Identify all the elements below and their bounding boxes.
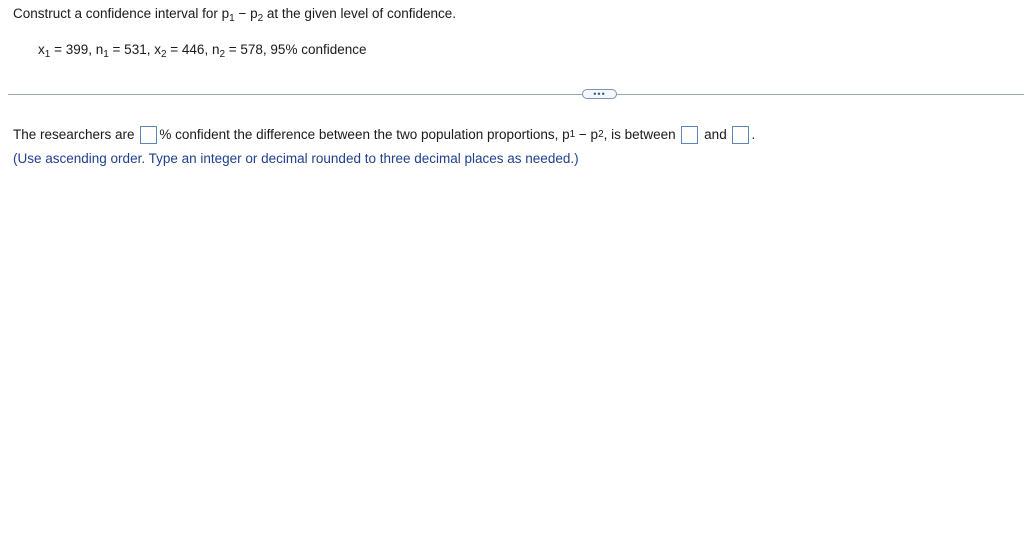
question-minus: − p xyxy=(234,6,258,21)
question-prefix: Construct a confidence interval for p xyxy=(13,6,230,21)
more-options-button[interactable]: ••• xyxy=(582,89,617,99)
given-x1-value: = 399, n xyxy=(50,42,104,57)
answer-part-5: and xyxy=(700,127,731,142)
upper-bound-input[interactable] xyxy=(732,126,749,144)
given-x1-label: x xyxy=(38,42,45,57)
question-sub-1: 1 xyxy=(229,13,235,24)
answer-part-4: , is between xyxy=(603,127,680,142)
question-suffix: at the given level of confidence. xyxy=(263,6,457,21)
given-x1-sub: 1 xyxy=(44,49,51,60)
given-n1-value: = 531, x xyxy=(108,42,161,57)
given-n1-sub: 1 xyxy=(103,49,109,60)
answer-sentence: The researchers are % confident the difference between the two population proportions, p 1 − p 2 , is between and . xyxy=(13,125,755,145)
given-values xyxy=(38,41,367,59)
section-divider xyxy=(8,94,1024,95)
question-sub-2: 2 xyxy=(257,13,264,24)
question-text xyxy=(13,5,456,23)
given-x2-value: = 446, n xyxy=(166,42,220,57)
answer-part-2: % confident the difference between the two population proportions, p xyxy=(159,127,570,142)
lower-bound-input[interactable] xyxy=(681,126,698,144)
instruction-hint: (Use ascending order. Type an integer or decimal rounded to three decimal places as needed.) xyxy=(13,151,579,166)
answer-part-3: − p xyxy=(575,127,599,142)
confidence-level-input[interactable] xyxy=(140,126,157,144)
given-n2-sub: 2 xyxy=(219,49,226,60)
answer-part-1: The researchers are xyxy=(13,127,139,142)
given-n2-value: = 578, 95% confidence xyxy=(225,42,367,57)
answer-part-6: . xyxy=(751,127,756,142)
given-x2-sub: 2 xyxy=(160,49,167,60)
